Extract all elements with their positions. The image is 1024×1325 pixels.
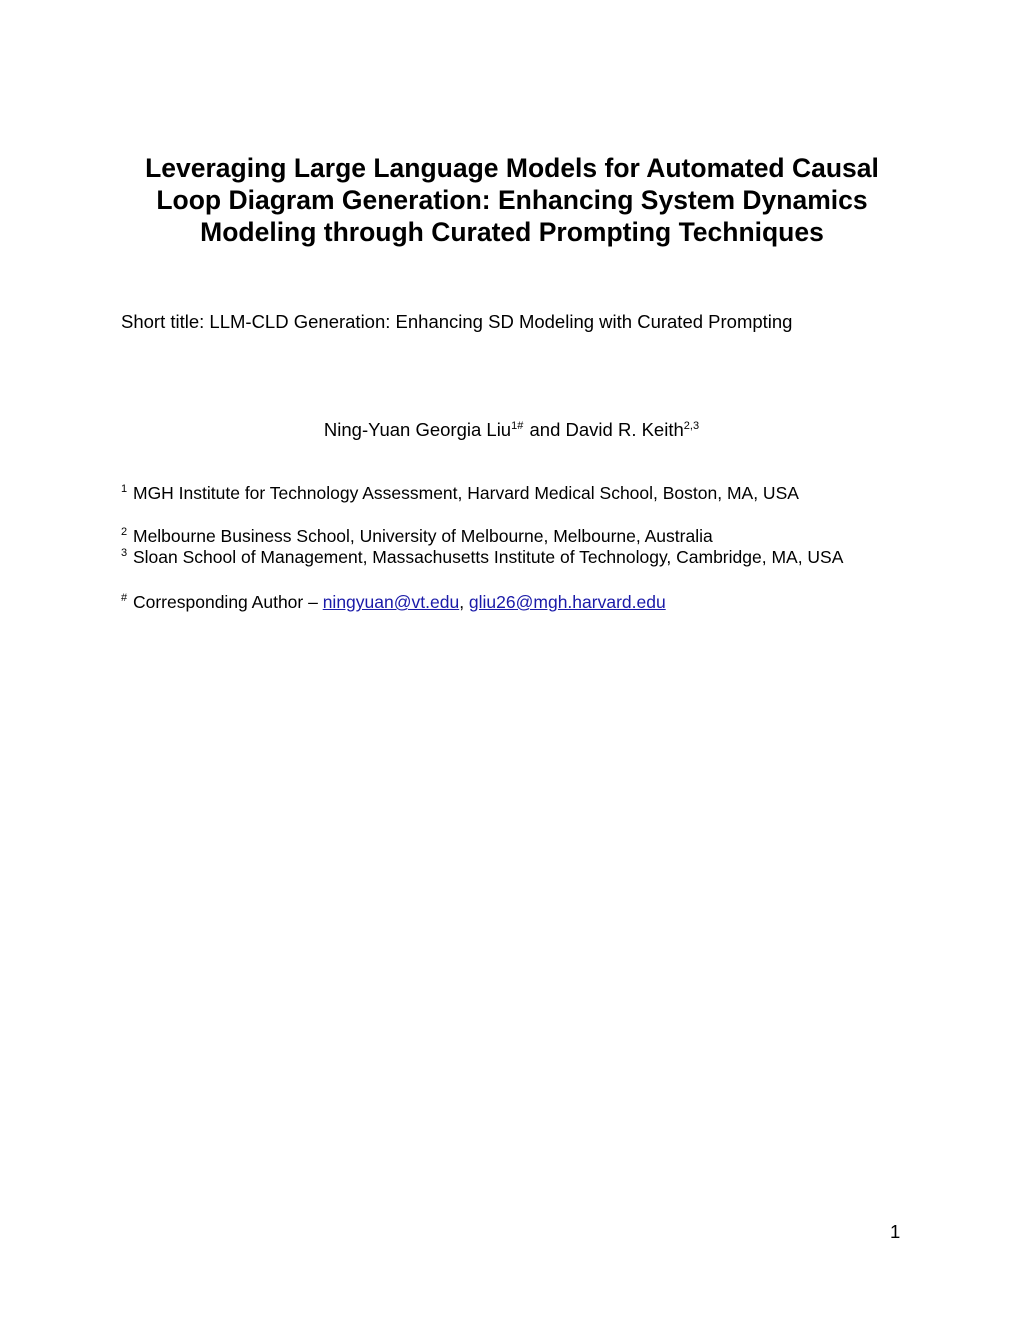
affiliation <box>121 483 799 507</box>
paper-title <box>100 152 924 248</box>
short-title: Short title: LLM-CLD Generation: Enhancing SD Modeling with Curated Prompting <box>121 311 793 332</box>
corresponding-label: Corresponding Author – <box>128 592 323 612</box>
title-line: Modeling through Curated Prompting Techniques <box>200 217 824 247</box>
affiliation <box>121 547 843 571</box>
title-line: Loop Diagram Generation: Enhancing System Dynamics <box>156 185 868 215</box>
author-name: Ning-Yuan Georgia Liu <box>323 419 512 440</box>
author-connector: and <box>524 419 566 440</box>
author-affiliation-mark: 2,3 <box>683 420 700 432</box>
affiliation-text: Melbourne Business School, University of Melbourne, Melbourne, Australia <box>128 526 713 546</box>
affiliation-mark: 1 <box>121 483 128 495</box>
author-affiliation-mark: 1# <box>511 420 524 432</box>
corresponding-author <box>121 592 666 616</box>
email-link[interactable]: ningyuan@vt.edu <box>322 592 460 612</box>
email-link[interactable]: gliu26@mgh.harvard.edu <box>468 592 666 612</box>
affiliation-mark: 2 <box>121 526 128 538</box>
page-number: 1 <box>890 1221 901 1242</box>
affiliation-text: Sloan School of Management, Massachusetts Institute of Technology, Cambridge, MA, USA <box>128 547 844 567</box>
corresponding-mark: # <box>121 592 128 604</box>
affiliation-text: MGH Institute for Technology Assessment, Harvard Medical School, Boston, MA, USA <box>128 483 799 503</box>
email-separator: , <box>459 592 469 612</box>
title-line: Leveraging Large Language Models for Automated Causal <box>145 153 879 183</box>
author-name: David R. Keith <box>565 419 684 440</box>
author-list <box>0 419 1024 444</box>
affiliation-mark: 3 <box>121 547 128 559</box>
